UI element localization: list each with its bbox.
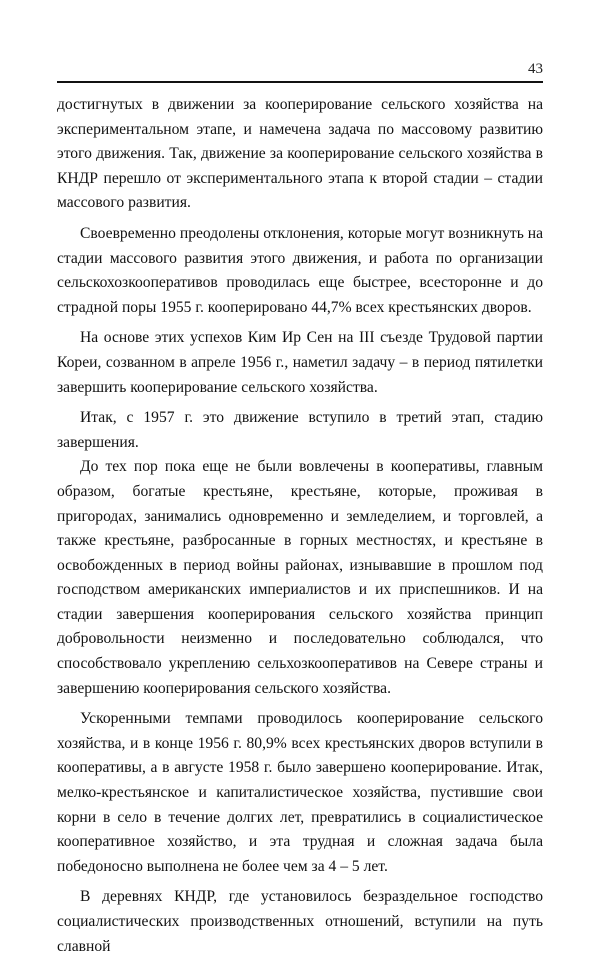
paragraph-3: На основе этих успехов Ким Ир Сен на III съезде Трудовой партии Кореи, созванном в апреле 1956 г., наметил задачу – в период пятилетки завершить кооперирование сельского хозяйства.	[57, 329, 543, 396]
header-rule	[57, 81, 543, 83]
paragraph-1: достигнутых в движении за кооперирование сельского хозяйства на экспериментальном этапе, и намечена задача по массовому развитию этого движения. Так, движение за кооперирование сельского хозяйства в КНДР перешло от экспериментального этапа к второй стадии – стадии массового развития.	[57, 96, 543, 212]
paragraph-5: До тех пор пока еще не были вовлечены в кооперативы, главным образом, богатые крестьяне, крестьяне, которые, проживая в пригородах, занимались одновременно и земледелием, и торговлей, а также крестьяне, разбросанные в горных местностях, и крестьяне в освобожденных в период войны районах, изнывавшие в прошлом под господством американских империалистов и их приспешников. И на стадии завершения кооперирования сельского хозяйства принцип добровольности неизменно и последовательно соблюдался, что способствовало укреплению сельхозкооперативов на Севере страны и завершению кооперирования сельского хозяйства.	[57, 458, 543, 697]
paragraph-4: Итак, с 1957 г. это движение вступило в третий этап, стадию завершения.	[57, 409, 543, 451]
page-number: 43	[528, 61, 543, 77]
paragraph-6: Ускоренными темпами проводилось кооперирование сельского хозяйства, и в конце 1956 г. 80,9% всех крестьянских дворов вступили в кооперативы, а в августе 1958 г. было завершено кооперирование. Итак, мелко-крестьянское и капиталистическое хозяйства, пустившие свои корни в село в течение долгих лет, превратились в социалистическое кооперативное хозяйство, и эта трудная и сложная задача была победоносно выполнена не более чем за 4 – 5 лет.	[57, 710, 543, 875]
body-text	[57, 93, 543, 965]
paragraph-7: В деревнях КНДР, где установилось безраздельное господство социалистических производственных отношений, вступили на путь славной	[57, 888, 543, 955]
paragraph-2: Своевременно преодолены отклонения, которые могут возникнуть на стадии массового развития этого движения, и работа по организации сельскохозкооперативов проводилась еще быстрее, всесторонне и до страдной поры 1955 г. кооперировано 44,7% всех крестьянских дворов.	[57, 224, 543, 316]
